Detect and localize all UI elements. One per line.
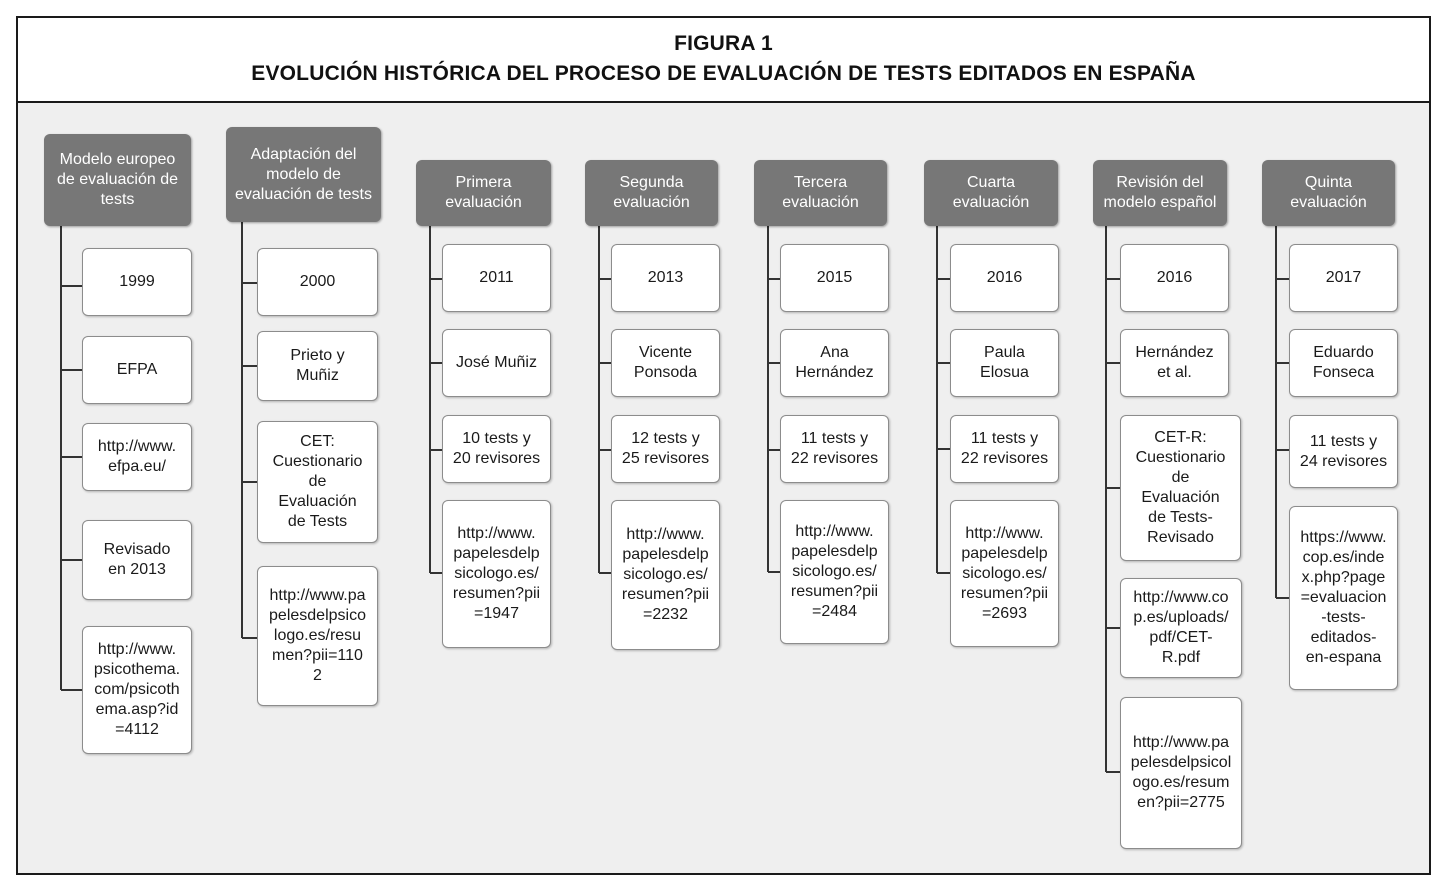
figure-title: FIGURA 1 [674,32,773,55]
year-card: 2016 [950,244,1059,312]
url-card[interactable]: http://www. papelesdelp sicologo.es/ resumen?pii =1947 [442,500,551,648]
organization-card: EFPA [82,336,192,404]
column-header-quinta: Quinta evaluación [1262,160,1395,226]
year-card: 2013 [611,244,720,312]
tests-count-card: 11 tests y 22 revisores [780,415,889,483]
column-header-revision: Revisión del modelo español [1093,160,1227,226]
url-card[interactable]: https://www. cop.es/inde x.php?page =evaluacion -tests- editados- en-espana [1289,506,1398,690]
column-header-cuarta: Cuarta evaluación [924,160,1058,226]
year-card: 2016 [1120,244,1229,312]
url-card[interactable]: http://www. efpa.eu/ [82,423,192,491]
author-card: Vicente Ponsoda [611,329,720,397]
year-card: 2015 [780,244,889,312]
year-card: 2011 [442,244,551,312]
tests-count-card: 10 tests y 20 revisores [442,415,551,483]
column-header-modelo-europeo: Modelo europeo de evaluación de tests [44,134,191,226]
url-card[interactable]: http://www. psicothema. com/psicoth ema.asp?id =4112 [82,626,192,754]
column-header-tercera: Tercera evaluación [754,160,887,226]
author-card: Ana Hernández [780,329,889,397]
url-card[interactable]: http://www.pa pelesdelpsico logo.es/resu men?pii=110 2 [257,566,378,706]
column-header-segunda: Segunda evaluación [585,160,718,226]
url-card[interactable]: http://www.pa pelesdelpsicol ogo.es/resum en?pii=2775 [1120,697,1242,849]
author-card: Prieto y Muñiz [257,331,378,401]
url-card[interactable]: http://www.co p.es/uploads/ pdf/CET- R.pdf [1120,578,1242,678]
year-card: 1999 [82,248,192,316]
note-card: Revisado en 2013 [82,520,192,600]
author-card: Eduardo Fonseca [1289,329,1398,397]
author-card: Paula Elosua [950,329,1059,397]
tests-count-card: 12 tests y 25 revisores [611,415,720,483]
year-card: 2017 [1289,244,1398,312]
figure-subtitle: EVOLUCIÓN HISTÓRICA DEL PROCESO DE EVALUACIÓN DE TESTS EDITADOS EN ESPAÑA [251,62,1196,85]
column-header-primera: Primera evaluación [416,160,551,226]
column-header-adaptacion: Adaptación del modelo de evaluación de tests [226,127,381,222]
url-card[interactable]: http://www. papelesdelp sicologo.es/ resumen?pii =2232 [611,500,720,650]
instrument-card: CET: Cuestionario de Evaluación de Tests [257,421,378,543]
tests-count-card: 11 tests y 24 revisores [1289,415,1398,488]
year-card: 2000 [257,248,378,316]
author-card: José Muñiz [442,329,551,397]
tests-count-card: 11 tests y 22 revisores [950,415,1059,483]
author-card: Hernández et al. [1120,329,1229,397]
url-card[interactable]: http://www. papelesdelp sicologo.es/ resumen?pii =2484 [780,500,889,644]
url-card[interactable]: http://www. papelesdelp sicologo.es/ resumen?pii =2693 [950,500,1059,647]
instrument-card: CET-R: Cuestionario de Evaluación de Tests- Revisado [1120,415,1241,561]
